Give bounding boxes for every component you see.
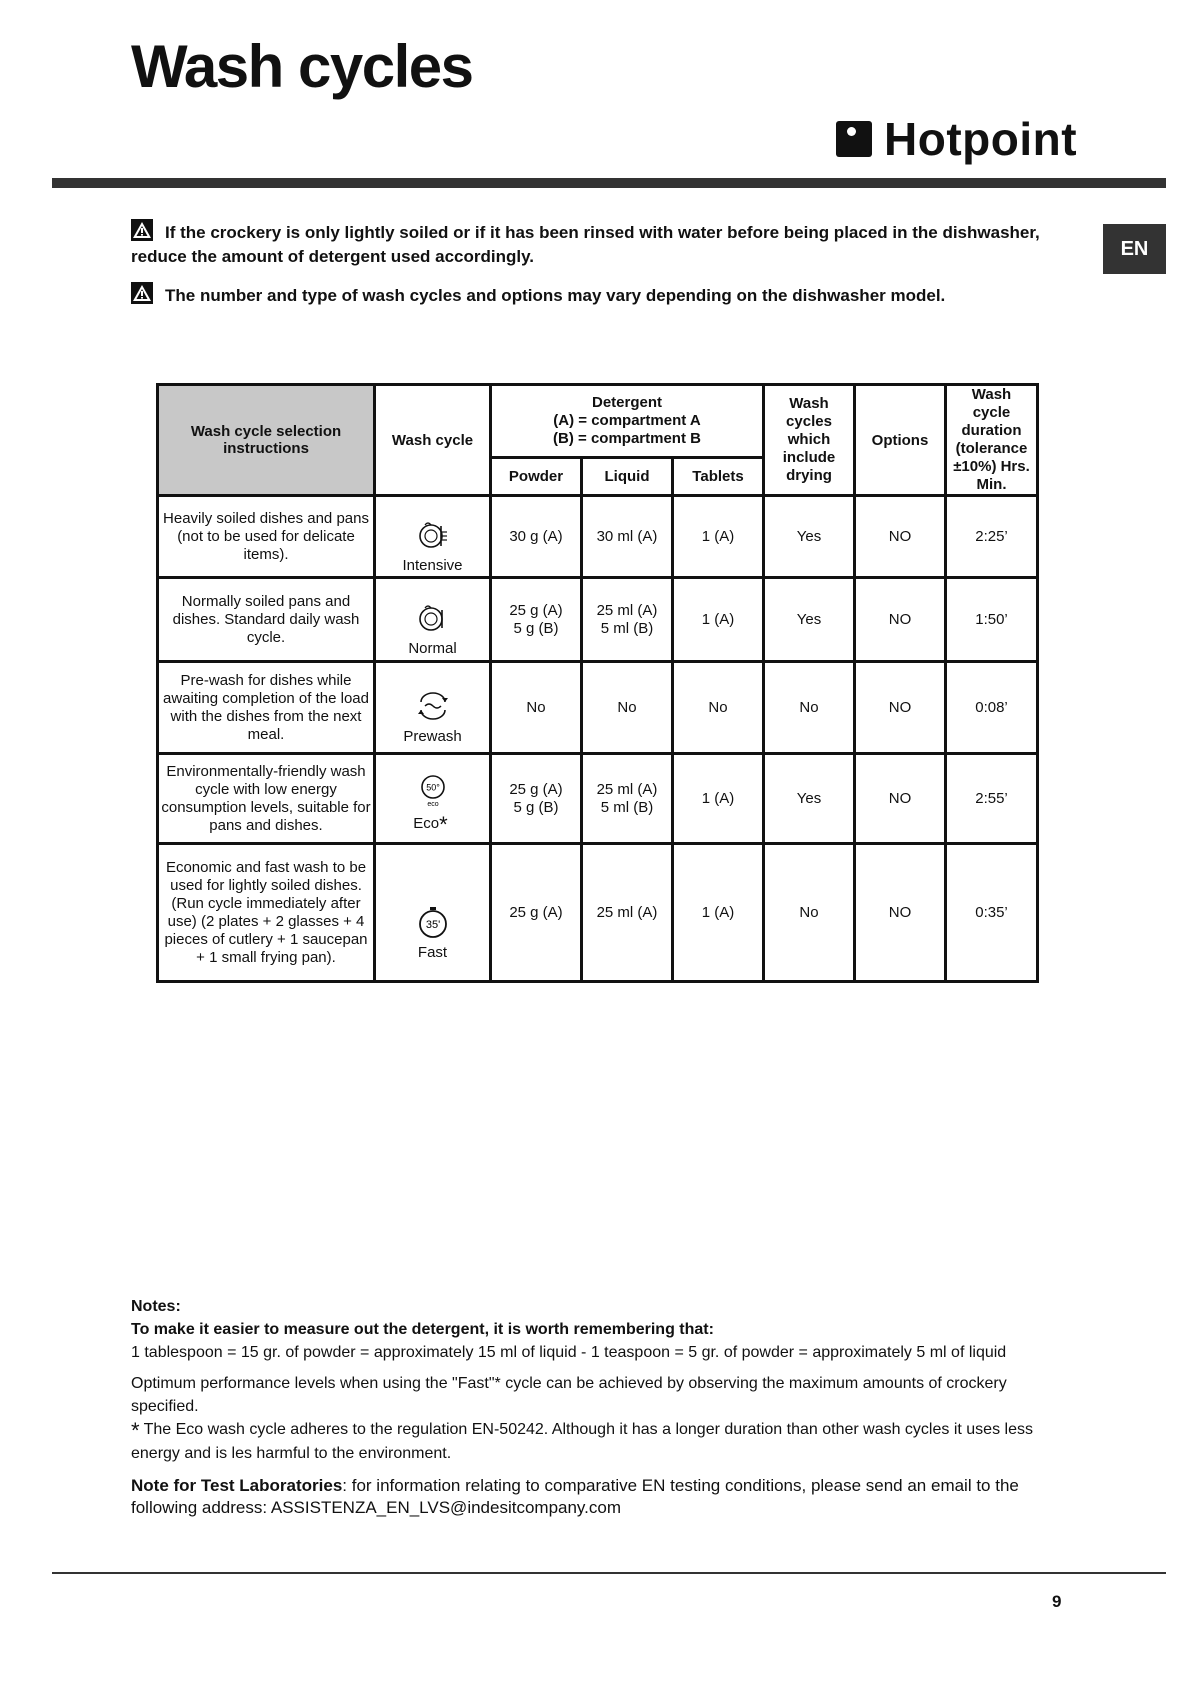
language-tab: EN [1103, 224, 1166, 274]
liquid-cell: 30 ml (A) [582, 496, 673, 578]
cycle-name: Normal [408, 640, 457, 657]
cycle-description: Heavily soiled dishes and pans (not to be used for delicate items). [158, 496, 375, 578]
fast-icon [415, 904, 451, 940]
powder-cell: 25 g (A) 5 g (B) [491, 578, 582, 662]
powder-cell: No [491, 662, 582, 754]
lab-note-label: Note for Test Laboratories [131, 1476, 343, 1495]
drying-cell: No [764, 662, 855, 754]
header-liquid: Liquid [582, 458, 673, 496]
tablets-cell: 1 (A) [673, 496, 764, 578]
warning-text: The number and type of wash cycles and options may vary depending on the dishwasher model. [165, 286, 946, 305]
wash-cycles-table [156, 383, 1039, 983]
hotpoint-logo-icon [836, 121, 872, 157]
brand-logo [836, 112, 1077, 166]
notes-heading: Notes: [131, 1298, 181, 1315]
table-row [158, 662, 1038, 754]
eco-note-text: The Eco wash cycle adheres to the regulation EN-50242. Although it has a longer duration than other wash cycles it uses less energy and is les harmful to the environment. [131, 1421, 1033, 1462]
liquid-cell: 25 ml (A) 5 ml (B) [582, 754, 673, 844]
cycle-name: Intensive [402, 557, 463, 574]
duration-cell: 2:55’ [946, 754, 1038, 844]
page-number: 9 [1052, 1592, 1062, 1611]
header-drying: Wash cycles which include drying [764, 385, 855, 496]
tablets-cell: No [673, 662, 764, 754]
drying-cell: Yes [764, 754, 855, 844]
header-wash-cycle: Wash cycle [375, 385, 491, 496]
eco-icon [415, 772, 451, 808]
svg-text:eco: eco [426, 800, 439, 808]
header-detergent-a: (A) = compartment A [553, 412, 701, 430]
cycle-name: Fast [417, 944, 448, 961]
normal-icon [415, 600, 451, 636]
powder-cell: 25 g (A) 5 g (B) [491, 754, 582, 844]
powder-cell: 25 g (A) [491, 844, 582, 982]
header-powder: Powder [491, 458, 582, 496]
options-cell: NO [855, 662, 946, 754]
warning-text: If the crockery is only lightly soiled or if it has been rinsed with water before being placed in the dishwasher, reduce the amount of detergent used accordingly. [131, 223, 1040, 266]
table-row [158, 844, 1038, 982]
cycle-description: Economic and fast wash to be used for lightly soiled dishes. (Run cycle immediately after use) (2 plates + 2 glasses + 4 pieces of cutlery + 1 saucepan + 1 small frying pan). [158, 844, 375, 982]
warning-icon [131, 282, 153, 304]
notes-section [131, 1295, 1061, 1519]
brand-name: Hotpoint [884, 113, 1078, 165]
table-row [158, 754, 1038, 844]
drying-cell: Yes [764, 496, 855, 578]
header-detergent [491, 385, 764, 458]
eco-note-mark: * [131, 1418, 140, 1443]
footer-divider [52, 1572, 1166, 1574]
lab-note-text: : for information relating to comparative EN testing conditions, please send an email to the following address: ASSISTENZA_EN_LVS@indesitcompany.com [131, 1476, 1019, 1517]
svg-text:35': 35' [425, 919, 440, 931]
header-detergent-b: (B) = compartment B [553, 430, 701, 448]
cycle-cell [375, 844, 491, 982]
prewash-icon [415, 688, 451, 724]
powder-cell: 30 g (A) [491, 496, 582, 578]
header-divider [52, 178, 1166, 188]
drying-cell: No [764, 844, 855, 982]
options-cell: NO [855, 578, 946, 662]
intensive-icon [415, 517, 451, 553]
cycle-cell [375, 578, 491, 662]
svg-text:50°: 50° [425, 782, 440, 792]
warning-icon [131, 219, 153, 241]
table-row [158, 578, 1038, 662]
measure-heading: To make it easier to measure out the detergent, it is worth remembering that: [131, 1321, 714, 1338]
liquid-cell: No [582, 662, 673, 754]
duration-cell: 1:50’ [946, 578, 1038, 662]
header-detergent-title: Detergent [591, 394, 662, 412]
tablets-cell: 1 (A) [673, 754, 764, 844]
cycle-name: Prewash [403, 728, 462, 745]
options-cell: NO [855, 496, 946, 578]
duration-cell: 2:25’ [946, 496, 1038, 578]
header-duration: Wash cycle duration (tolerance ±10%) Hrs. Min. [946, 385, 1038, 496]
warning-lightly-soiled [131, 219, 1051, 269]
fast-note: Optimum performance levels when using the "Fast"* cycle can be achieved by observing the maximum amounts of crockery specified. [131, 1375, 1007, 1415]
page-title: Wash cycles [131, 33, 473, 100]
cycle-cell [375, 754, 491, 844]
warning-model-variation [131, 282, 1051, 308]
header-tablets: Tablets [673, 458, 764, 496]
header-options: Options [855, 385, 946, 496]
cycle-cell [375, 662, 491, 754]
table-row [158, 496, 1038, 578]
cycle-cell [375, 496, 491, 578]
liquid-cell: 25 ml (A) 5 ml (B) [582, 578, 673, 662]
measure-text: 1 tablespoon = 15 gr. of powder = approximately 15 ml of liquid - 1 teaspoon = 5 gr. of powder = approximately 5 ml of liquid [131, 1344, 1007, 1361]
lab-note [131, 1475, 1061, 1519]
options-cell: NO [855, 844, 946, 982]
eco-note [131, 1418, 1061, 1465]
duration-cell: 0:08’ [946, 662, 1038, 754]
tablets-cell: 1 (A) [673, 578, 764, 662]
duration-cell: 0:35’ [946, 844, 1038, 982]
options-cell: NO [855, 754, 946, 844]
liquid-cell: 25 ml (A) [582, 844, 673, 982]
cycle-description: Environmentally-friendly wash cycle with low energy consumption levels, suitable for pans and dishes. [158, 754, 375, 844]
cycle-description: Normally soiled pans and dishes. Standard daily wash cycle. [158, 578, 375, 662]
cycle-description: Pre-wash for dishes while awaiting completion of the load with the dishes from the next meal. [158, 662, 375, 754]
header-selection-instructions: Wash cycle selection instructions [158, 385, 375, 496]
tablets-cell: 1 (A) [673, 844, 764, 982]
cycle-name: Eco* [413, 811, 448, 837]
eco-footnote-mark: * [439, 811, 448, 837]
drying-cell: Yes [764, 578, 855, 662]
